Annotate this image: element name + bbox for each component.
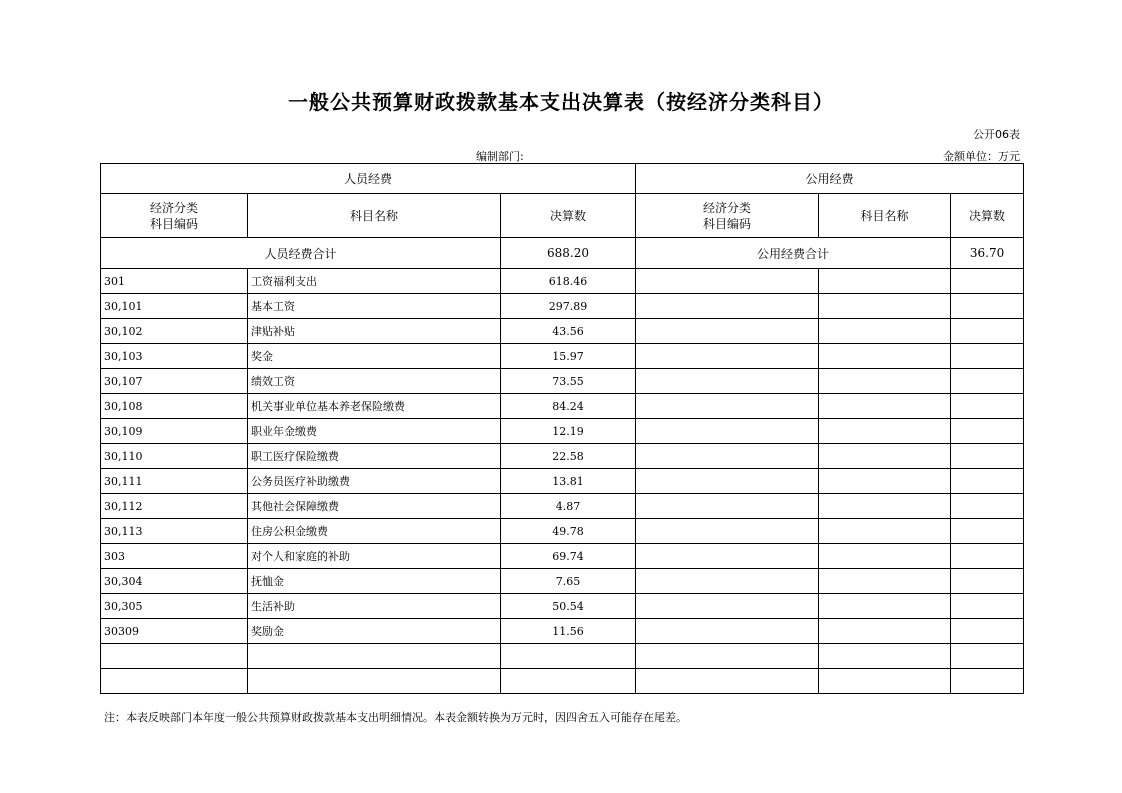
- table-row: [101, 669, 1024, 694]
- row-name-public: [819, 619, 951, 644]
- row-amount-public: [951, 644, 1024, 669]
- row-code: 30,102: [101, 319, 248, 344]
- col-header-code: 经济分类 科目编码: [101, 194, 248, 238]
- row-code-public: [636, 544, 819, 569]
- row-amount-public: [951, 594, 1024, 619]
- row-name-public: [819, 469, 951, 494]
- row-code-public: [636, 394, 819, 419]
- total-row: [101, 238, 1024, 269]
- row-amount: 7.65: [501, 569, 636, 594]
- row-name: [248, 669, 501, 694]
- row-amount: 43.56: [501, 319, 636, 344]
- row-amount-public: [951, 469, 1024, 494]
- row-name-public: [819, 394, 951, 419]
- table-row: [101, 494, 1024, 519]
- row-code-public: [636, 619, 819, 644]
- col-header-name: 科目名称: [248, 194, 501, 238]
- table-row: [101, 344, 1024, 369]
- amount-unit-label: 金额单位：万元: [943, 150, 1020, 163]
- col-header-name-public: 科目名称: [819, 194, 951, 238]
- row-amount: 84.24: [501, 394, 636, 419]
- row-amount-public: [951, 269, 1024, 294]
- row-name-public: [819, 319, 951, 344]
- row-amount: 15.97: [501, 344, 636, 369]
- row-code-public: [636, 269, 819, 294]
- row-code-public: [636, 569, 819, 594]
- row-amount-public: [951, 494, 1024, 519]
- row-amount-public: [951, 619, 1024, 644]
- public-total-value: 36.70: [951, 238, 1024, 269]
- table-row: [101, 319, 1024, 344]
- row-name: 住房公积金缴费: [248, 519, 501, 544]
- public-total-label: 公用经费合计: [636, 238, 951, 269]
- row-code: 30,109: [101, 419, 248, 444]
- table-row: [101, 594, 1024, 619]
- table-row: [101, 644, 1024, 669]
- row-name-public: [819, 444, 951, 469]
- row-code: 30,110: [101, 444, 248, 469]
- row-code: 30,111: [101, 469, 248, 494]
- row-code-public: [636, 594, 819, 619]
- personnel-total-value: 688.20: [501, 238, 636, 269]
- row-name: 其他社会保障缴费: [248, 494, 501, 519]
- row-code: 30,112: [101, 494, 248, 519]
- row-name: 奖励金: [248, 619, 501, 644]
- table-row: [101, 294, 1024, 319]
- row-code: 303: [101, 544, 248, 569]
- row-amount: 73.55: [501, 369, 636, 394]
- row-code-public: [636, 444, 819, 469]
- row-code: [101, 644, 248, 669]
- row-code: 30,108: [101, 394, 248, 419]
- row-amount: 297.89: [501, 294, 636, 319]
- row-code-public: [636, 294, 819, 319]
- form-number: 公开06表: [973, 128, 1020, 141]
- row-name: 绩效工资: [248, 369, 501, 394]
- row-code-public: [636, 669, 819, 694]
- row-code-public: [636, 319, 819, 344]
- row-code: 301: [101, 269, 248, 294]
- row-amount: 11.56: [501, 619, 636, 644]
- row-name: 基本工资: [248, 294, 501, 319]
- row-code: 30,113: [101, 519, 248, 544]
- row-amount-public: [951, 669, 1024, 694]
- row-name-public: [819, 344, 951, 369]
- row-amount: 618.46: [501, 269, 636, 294]
- expenditure-table: [100, 163, 1024, 694]
- row-name-public: [819, 544, 951, 569]
- table-row: [101, 544, 1024, 569]
- row-amount-public: [951, 319, 1024, 344]
- department-label: 编制部门:: [476, 150, 524, 163]
- row-name-public: [819, 269, 951, 294]
- row-code-public: [636, 419, 819, 444]
- row-name-public: [819, 569, 951, 594]
- row-code-public: [636, 344, 819, 369]
- row-amount: [501, 669, 636, 694]
- row-code-public: [636, 494, 819, 519]
- table-row: [101, 469, 1024, 494]
- row-amount-public: [951, 569, 1024, 594]
- table-row: [101, 369, 1024, 394]
- col-header-code-public: 经济分类 科目编码: [636, 194, 819, 238]
- group-header-personnel: 人员经费: [101, 164, 636, 194]
- row-name: 机关事业单位基本养老保险缴费: [248, 394, 501, 419]
- table-row: [101, 394, 1024, 419]
- row-amount-public: [951, 294, 1024, 319]
- row-name-public: [819, 669, 951, 694]
- row-amount: 13.81: [501, 469, 636, 494]
- col-header-amount: 决算数: [501, 194, 636, 238]
- personnel-total-label: 人员经费合计: [101, 238, 501, 269]
- row-amount-public: [951, 344, 1024, 369]
- row-code: 30,107: [101, 369, 248, 394]
- row-amount-public: [951, 544, 1024, 569]
- row-name: 奖金: [248, 344, 501, 369]
- row-amount-public: [951, 369, 1024, 394]
- row-amount: 22.58: [501, 444, 636, 469]
- column-header-row: [101, 194, 1024, 238]
- row-name: [248, 644, 501, 669]
- row-amount-public: [951, 519, 1024, 544]
- row-name-public: [819, 644, 951, 669]
- row-code: 30,305: [101, 594, 248, 619]
- row-amount-public: [951, 419, 1024, 444]
- row-amount: 4.87: [501, 494, 636, 519]
- row-amount: 12.19: [501, 419, 636, 444]
- footnote: 注：本表反映部门本年度一般公共预算财政拨款基本支出明细情况。本表金额转换为万元时，因四舍五入可能存在尾差。: [104, 711, 687, 724]
- table-row: [101, 519, 1024, 544]
- row-amount: 50.54: [501, 594, 636, 619]
- row-name-public: [819, 419, 951, 444]
- row-name: 津贴补贴: [248, 319, 501, 344]
- row-name-public: [819, 294, 951, 319]
- row-amount-public: [951, 394, 1024, 419]
- row-name: 对个人和家庭的补助: [248, 544, 501, 569]
- table-row: [101, 269, 1024, 294]
- row-code-public: [636, 519, 819, 544]
- table-row: [101, 444, 1024, 469]
- row-amount: 69.74: [501, 544, 636, 569]
- row-code: 30,103: [101, 344, 248, 369]
- row-code-public: [636, 644, 819, 669]
- row-amount-public: [951, 444, 1024, 469]
- table-row: [101, 619, 1024, 644]
- group-header-row: [101, 164, 1024, 194]
- group-header-public: 公用经费: [636, 164, 1024, 194]
- row-code-public: [636, 369, 819, 394]
- row-name-public: [819, 519, 951, 544]
- row-name-public: [819, 494, 951, 519]
- row-name: 公务员医疗补助缴费: [248, 469, 501, 494]
- row-name: 生活补助: [248, 594, 501, 619]
- row-name: 职业年金缴费: [248, 419, 501, 444]
- table-row: [101, 569, 1024, 594]
- table-row: [101, 419, 1024, 444]
- row-name: 职工医疗保险缴费: [248, 444, 501, 469]
- row-amount: 49.78: [501, 519, 636, 544]
- col-header-amount-public: 决算数: [951, 194, 1024, 238]
- row-code-public: [636, 469, 819, 494]
- report-title: 一般公共预算财政拨款基本支出决算表（按经济分类科目）: [288, 90, 834, 114]
- row-amount: [501, 644, 636, 669]
- row-name-public: [819, 594, 951, 619]
- row-name: 抚恤金: [248, 569, 501, 594]
- row-code: [101, 669, 248, 694]
- row-code: 30309: [101, 619, 248, 644]
- row-code: 30,101: [101, 294, 248, 319]
- row-name-public: [819, 369, 951, 394]
- row-name: 工资福利支出: [248, 269, 501, 294]
- row-code: 30,304: [101, 569, 248, 594]
